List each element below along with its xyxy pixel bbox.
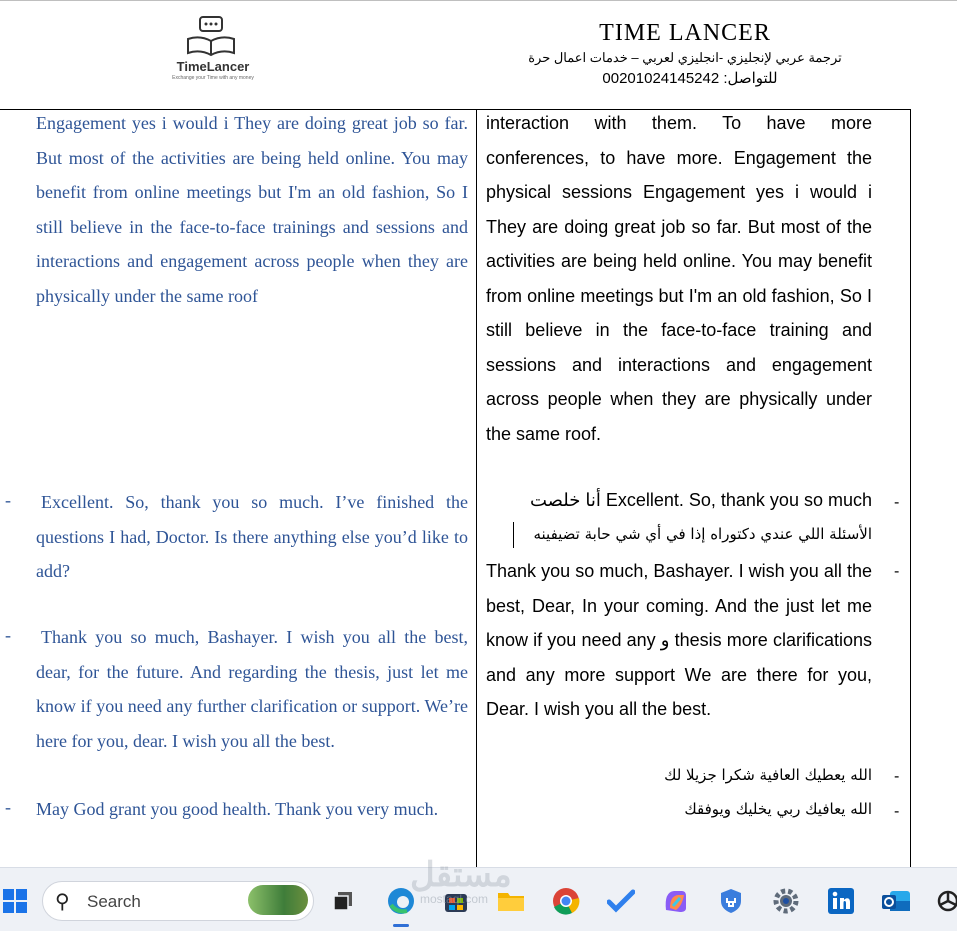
logo-text: TimeLancer xyxy=(176,59,250,74)
table-right-border xyxy=(910,109,911,867)
list-dash: - xyxy=(894,494,900,511)
list-dash: - xyxy=(894,803,900,820)
text-cursor xyxy=(513,522,514,548)
windows-start-icon[interactable] xyxy=(0,886,30,916)
list-dash: - xyxy=(894,768,900,785)
list-dash: - xyxy=(5,797,11,817)
right-paragraph-2-line-1: أنا خلصت Excellent. So, thank you so much xyxy=(529,490,872,510)
search-label: Search xyxy=(87,892,141,911)
left-paragraph-4: May God grant you good health. Thank you very much. xyxy=(36,799,439,819)
linkedin-icon[interactable] xyxy=(826,886,856,916)
table-column-divider xyxy=(476,109,477,867)
active-app-indicator xyxy=(393,924,409,927)
right-paragraph-4: الله يعطيك العافية شكرا جزيلا لك xyxy=(664,766,872,784)
watermark-logo: مستقل xyxy=(410,856,512,894)
left-paragraph-2: Excellent. So, thank you so much. I’ve finished the questions I had, Doctor. Is there anything else you’d like to add? xyxy=(36,492,468,581)
logo-tagline: Exchange your Time with any money xyxy=(172,75,254,81)
list-dash: - xyxy=(5,625,11,645)
right-paragraph-1: interaction with them. To have more conferences, to have more. Engagement the physical sessions Engagement yes i would i They are doing great job so far. But most of the activities are being held online. You may benefit from online meetings but I'm an old fashion, So I still believe in the face-to-face training and sessions and interactions and engagement across people when they are physically under the same roof. xyxy=(486,113,872,444)
vpn-icon[interactable] xyxy=(716,886,746,916)
document-header xyxy=(0,0,957,110)
list-dash: - xyxy=(5,490,11,510)
chrome-icon[interactable] xyxy=(551,886,581,916)
left-paragraph-3: Thank you so much, Bashayer. I wish you all the best, dear, for the future. And regarding the thesis, just let me know if you need any further clarification or support. We’re here for you, dear. I wish you all the best. xyxy=(36,627,468,751)
todo-icon[interactable] xyxy=(606,886,636,916)
chatgpt-icon[interactable] xyxy=(933,886,957,916)
brand-title: TIME LANCER xyxy=(599,20,771,46)
book-chat-icon xyxy=(158,15,268,60)
right-paragraph-3: Thank you so much, Bashayer. I wish you all the best, Dear, In your coming. And the just let me know if you need any و thesis more clarifications and any more support We are there for you, Dear. I wish you all the best. xyxy=(486,561,872,719)
right-paragraph-2-line-2: الأسئلة اللي عندي دكتوراه إذا في أي شي حابة تضيفينه xyxy=(533,525,872,543)
brand-subtitle: ترجمة عربي لإنجليزي -انجليزي لعربي – خدمات اعمال حرة xyxy=(528,50,842,65)
search-icon: ⚲ xyxy=(55,891,70,913)
copilot-icon[interactable] xyxy=(661,886,691,916)
task-view-icon[interactable] xyxy=(328,886,358,916)
list-dash: - xyxy=(894,563,900,580)
outlook-icon[interactable] xyxy=(881,886,911,916)
brand-contact: للتواصل: 00201024145242 xyxy=(602,70,778,87)
taskbar-search-box[interactable] xyxy=(42,881,314,921)
watermark-url: mostaql.com xyxy=(420,892,489,906)
timelancer-logo xyxy=(158,15,268,85)
search-highlight-image xyxy=(248,885,308,915)
right-paragraph-5: الله يعافيك ربي يخليك ويوفقك xyxy=(684,800,872,818)
settings-icon[interactable] xyxy=(771,886,801,916)
left-paragraph-1: Engagement yes i would i They are doing great job so far. But most of the activities are being held online. You may benefit from online meetings but I'm an old fashion, So I still believe in the face-to-face trainings and sessions and interactions and engagement across people when they are physically under the same roof xyxy=(36,113,468,306)
